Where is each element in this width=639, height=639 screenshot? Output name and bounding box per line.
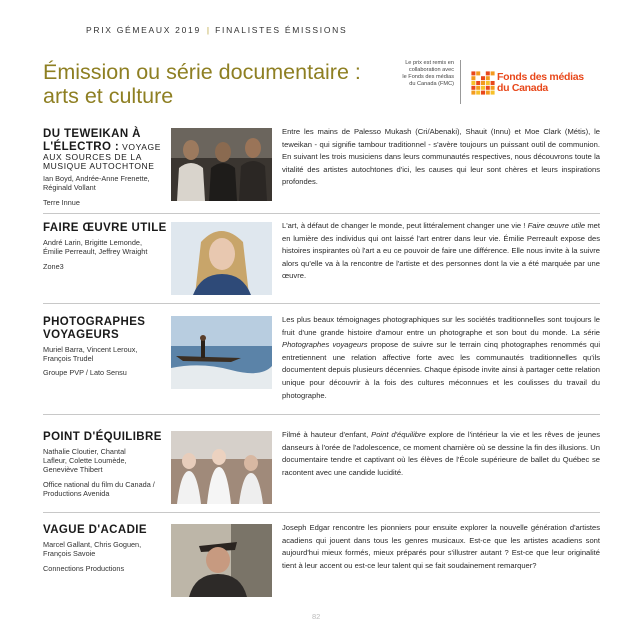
entry-producer: Terre Innue xyxy=(43,198,80,207)
fmc-logo-tile xyxy=(486,86,490,90)
entry-photo-host-acadia xyxy=(171,524,272,597)
section-divider xyxy=(43,213,600,214)
description-text: Joseph Edgar rencontre les pionniers pour ensuite explorer la nouvelle génération d'artistes acadiens qui jouent dans tous les genres musicaux. Est-ce que les artistes acadiens sont aujourd'hui mieux formés, mieux préparés pour s'illustrer autant ? Est-ce que leur originalité tient à leur accent ou est-ce leur talent qui se fait soudainement remarquer? xyxy=(282,523,600,570)
category-title xyxy=(43,60,361,108)
section-divider xyxy=(43,414,600,415)
entry-description xyxy=(282,220,600,283)
entry-title-line: DU TEWEIKAN À xyxy=(43,128,141,140)
sponsor-name xyxy=(497,72,584,94)
fmc-logo-tile xyxy=(481,86,485,90)
entry-description xyxy=(282,126,600,189)
entry-credits xyxy=(43,174,168,192)
sponsor-note xyxy=(388,60,454,88)
credit-line: Lafleur, Colette Loumède, xyxy=(43,456,127,465)
credit-line: Geneviève Thibert xyxy=(43,465,103,474)
credit-line: Nathalie Cloutier, Chantal xyxy=(43,447,126,456)
entry-title-line: VAGUE D'ACADIE xyxy=(43,524,147,536)
credit-line: François Trudel xyxy=(43,354,94,363)
entry-photo-host xyxy=(171,222,272,295)
fmc-logo-tile xyxy=(476,71,480,75)
section-divider xyxy=(43,512,600,513)
description-text: Les plus beaux témoignages photographiques sur les sociétés traditionnelles sont toujours le fruit d'une grande histoire d'amour entre un photographe et son bout du monde. La série xyxy=(282,315,600,337)
credit-line: Réginald Vollant xyxy=(43,183,96,192)
fmc-logo-tile xyxy=(481,91,485,95)
fmc-logo-tile xyxy=(481,81,485,85)
description-title: Photographes voyageurs xyxy=(282,340,368,350)
fmc-logo-tile xyxy=(476,81,480,85)
entry-credits xyxy=(43,447,168,474)
producer-line: Office national du film du Canada / xyxy=(43,480,155,489)
sponsor-note-line: le Fonds des médias xyxy=(402,74,454,80)
entry-producer: Zone3 xyxy=(43,262,64,271)
credit-line: François Savoie xyxy=(43,549,96,558)
description-text: Filmé à hauteur d'enfant, xyxy=(282,430,372,439)
fmc-logo-tile xyxy=(471,81,475,85)
entry-title xyxy=(43,222,168,235)
fmc-logo-tile xyxy=(471,76,475,80)
fmc-logo-tile xyxy=(486,71,490,75)
entry-title-line: L'ÉLECTRO : xyxy=(43,140,120,153)
entry-title xyxy=(43,128,168,171)
entry-photo-dancers xyxy=(171,431,272,504)
entry-credits xyxy=(43,540,168,558)
entry-credits xyxy=(43,345,168,363)
description-text: L'art, à défaut de changer le monde, peut littéralement changer une vie ! xyxy=(282,221,528,230)
entry-title-line: FAIRE ŒUVRE UTILE xyxy=(43,222,167,234)
entry-description xyxy=(282,522,600,572)
description-text: met en lumière des individus qui ont laissé l'art entrer dans leur vie. Émilie Perreault expose des histoires inspirantes où l'art a eu ce pouvoir de faire une différence. Elle nous invite à la suivre alors qu'elle va à la rencontre de l'artiste et des personnes dont la vie a été marquée par une œuvre. xyxy=(282,221,600,281)
credit-line: Émilie Perreault, Jeffrey Wraight xyxy=(43,247,148,256)
entry-title xyxy=(43,524,168,537)
entry-credits xyxy=(43,238,168,256)
fmc-logo-tile xyxy=(491,86,495,90)
producer-line: Productions Avenida xyxy=(43,489,110,498)
credit-line: Muriel Barra, Vincent Leroux, xyxy=(43,345,138,354)
fmc-logo-tile xyxy=(486,81,490,85)
entry-description xyxy=(282,429,600,479)
description-text: explore de l'intérieur la vie et les rêves de jeunes danseurs à l'orée de l'adolescence, ce moment charnière où se dessine la fin des illusions. Un documentaire tendre et captivant où les élèves de l'École supérieure de ballet du Québec se racontent avec une candide lucidité. xyxy=(282,430,600,477)
fmc-logo-tile xyxy=(486,91,490,95)
header-section: FINALISTES ÉMISSIONS xyxy=(215,25,348,35)
fmc-logo-tile xyxy=(476,91,480,95)
entry-title-line: VOYAGEURS xyxy=(43,328,120,341)
fmc-logo-tile xyxy=(471,91,475,95)
entry-photo-boat xyxy=(171,316,272,389)
fmc-logo-tile xyxy=(491,91,495,95)
entry-producer: Groupe PVP / Lato Sensu xyxy=(43,368,127,377)
fmc-logo-tile xyxy=(491,81,495,85)
fmc-logo-icon xyxy=(471,71,495,95)
fmc-logo-tile xyxy=(481,76,485,80)
entry-title-line: POINT D'ÉQUILIBRE xyxy=(43,431,162,443)
entry-producer: Connections Productions xyxy=(43,564,125,573)
sponsor-note-line: Le prix est remis en xyxy=(405,60,454,66)
header-event: PRIX GÉMEAUX 2019 xyxy=(86,25,201,35)
category-title-line-1: Émission ou série documentaire : xyxy=(43,60,361,84)
description-text: propose de suivre sur le terrain cinq photographes renommés qui entretiennent une relation affective forte avec les communautés traditionnelles qu'ils documentent depuis plusieurs décennies. Chaque épisode invite ainsi à partager cette relation unique pour découvrir à la fois des cultures méconnues et les coulisses du travail du photographe. xyxy=(282,340,601,400)
sponsor-divider xyxy=(460,60,461,104)
fmc-logo-tile xyxy=(476,86,480,90)
header-separator: | xyxy=(206,25,210,35)
fmc-logo-tile xyxy=(471,71,475,75)
sponsor-note-line: collaboration avec xyxy=(408,67,454,73)
credit-line: Ian Boyd, Andrée-Anne Frenette, xyxy=(43,174,150,183)
credit-line: Marcel Gallant, Chris Goguen, xyxy=(43,540,142,549)
entry-subtitle: VOYAGE xyxy=(119,141,161,152)
running-header xyxy=(86,25,347,35)
category-title-line-2: arts et culture xyxy=(43,84,174,108)
description-text: Entre les mains de Palesso Mukash (Cri/Abenaki), Shauit (Innu) et Moe Clark (Métis), le teweikan - qui signifie tambour traditionnel - s'avère toujours un puissant outil de communion. En suivant les trois musiciens dans leurs communautés respectives, nous découvrons toute la vitalité des artistes autochtones d'ici, les causes qui leur sont chères et leurs inspirations profondes. xyxy=(282,127,600,187)
fmc-logo-tile xyxy=(471,86,475,90)
credit-line: André Larin, Brigitte Lemonde, xyxy=(43,238,142,247)
entry-description xyxy=(282,314,600,402)
entry-producer xyxy=(43,480,168,498)
entry-photo-musicians xyxy=(171,128,272,201)
fmc-logo-tile xyxy=(491,71,495,75)
section-divider xyxy=(43,303,600,304)
entry-subtitle: AUX SOURCES DE LA xyxy=(43,152,143,162)
entry-subtitle: MUSIQUE AUTOCHTONE xyxy=(43,161,155,171)
description-title: Faire œuvre utile xyxy=(527,221,586,230)
sponsor-name-line-2: du Canada xyxy=(497,82,548,94)
description-title: Point d'équilibre xyxy=(371,430,426,439)
page-number: 82 xyxy=(312,612,321,621)
sponsor-note-line: du Canada (FMC) xyxy=(409,81,454,87)
sponsor-name-line-1: Fonds des médias xyxy=(497,71,584,83)
fmc-logo-tile xyxy=(486,76,490,80)
entry-title xyxy=(43,316,168,341)
entry-title xyxy=(43,431,168,444)
entry-title-line: PHOTOGRAPHES xyxy=(43,316,146,328)
